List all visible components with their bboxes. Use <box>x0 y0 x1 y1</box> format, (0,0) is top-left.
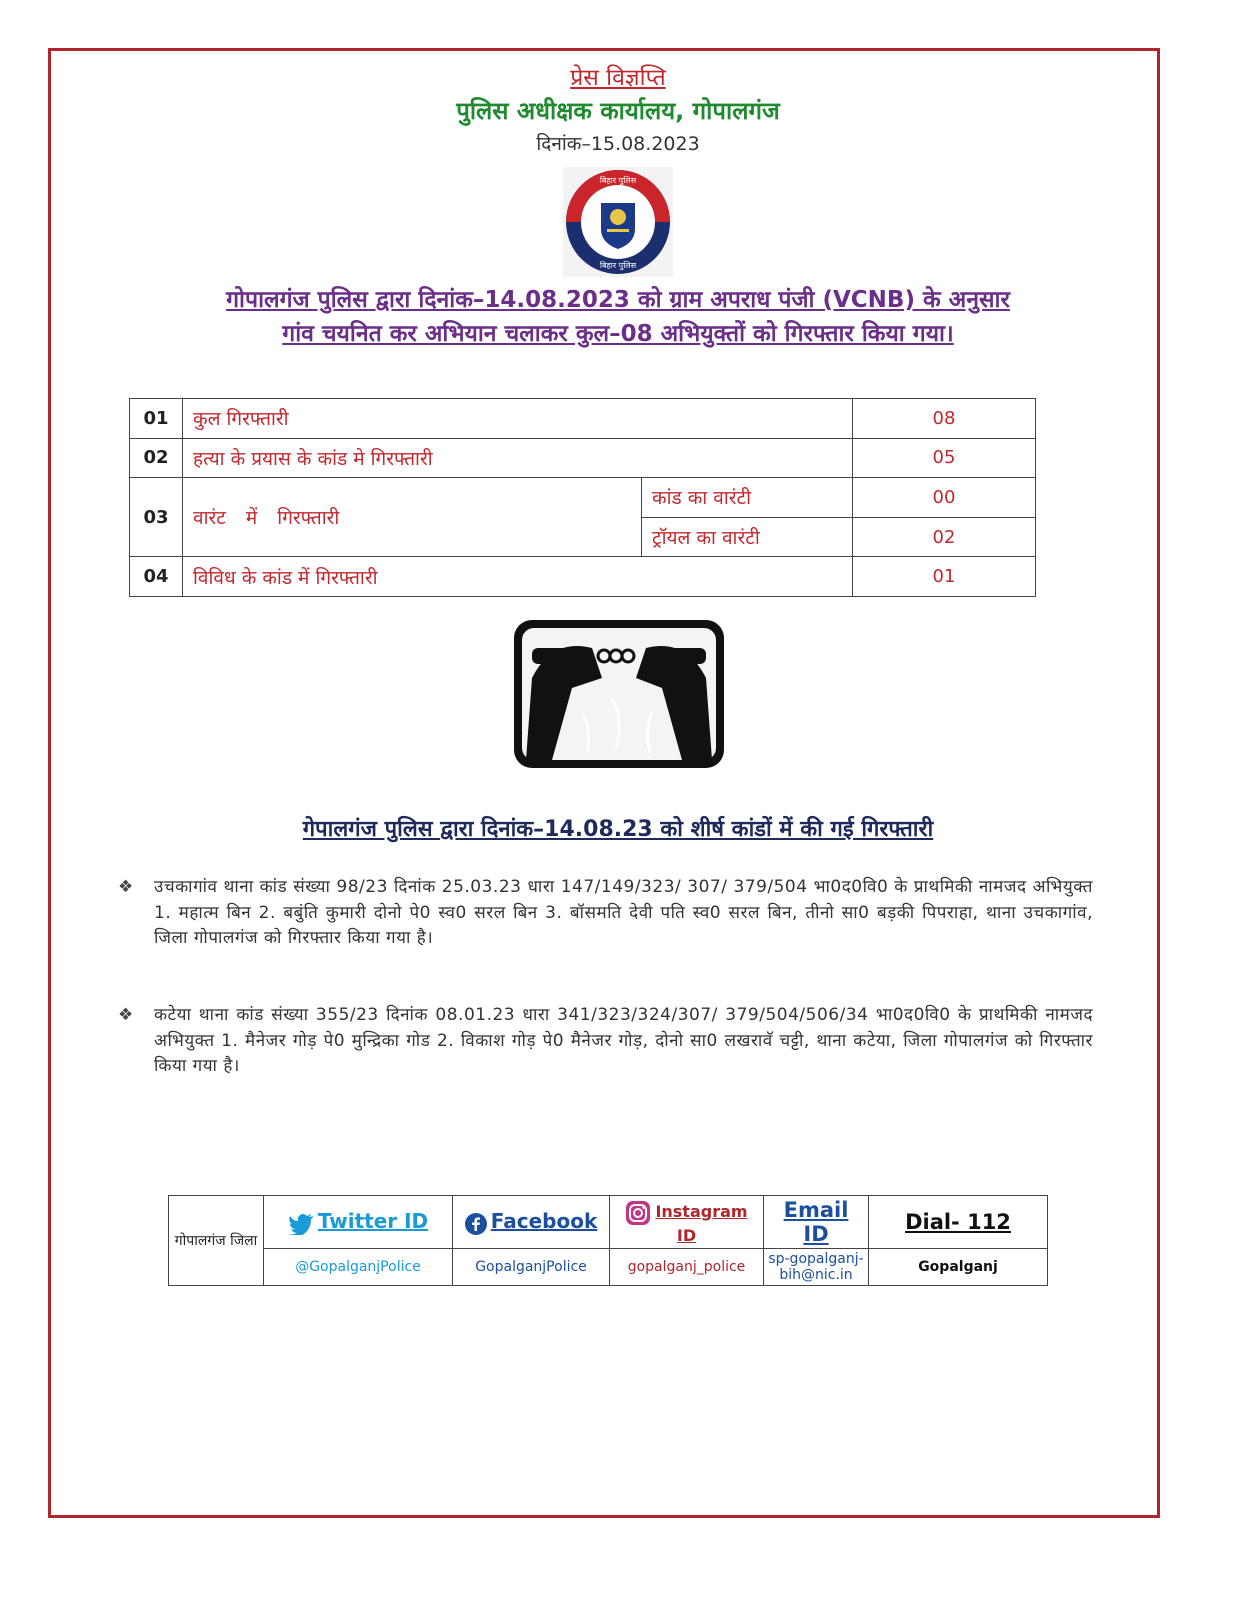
instagram-icon <box>625 1200 651 1226</box>
case-paragraph <box>118 1003 1093 1080</box>
sub-row-label: ट्रॉयल का वारंटी <box>642 517 853 557</box>
row-label: वारंट में गिरफ्तारी <box>183 478 642 557</box>
facebook-icon <box>465 1213 487 1235</box>
facebook-link[interactable] <box>453 1196 610 1249</box>
instagram-handle[interactable]: gopalganj_police <box>610 1249 764 1286</box>
diamond-bullet-icon: ❖ <box>118 877 134 897</box>
case-text: उचकागांव थाना कांड संख्या 98/23 दिनांक 25.03.23 धारा 147/149/323/ 307/ 379/504 भा0द0वि0 के प्राथमिकी नामजद अभियुक्त 1. महात्म बिन 2. बबुंति कुमारी दोनो पे0 स्व0 सरल बिन 3. बॉसमति देवी पति स्व0 सरल बिन, तीनो सा0 बड़की पिपराहा, थाना उचकागांव, जिला गोपालगंज को गिरफ्तार किया गया है। <box>154 877 1093 948</box>
logo-top-text: बिहार पुलिस <box>599 176 637 185</box>
dial-location: Gopalganj <box>869 1249 1048 1286</box>
twitter-label: Twitter ID <box>317 1209 429 1233</box>
row-number: 01 <box>130 399 183 439</box>
table-row <box>130 478 1036 518</box>
row-label: हत्या के प्रयास के कांड मे गिरफ्तारी <box>183 438 853 478</box>
case-paragraph <box>118 875 1093 952</box>
email-label: Email ID <box>783 1198 849 1246</box>
logo-bottom-text: बिहार पुलिस <box>599 261 637 270</box>
twitter-handle[interactable]: @GopalganjPolice <box>264 1249 453 1286</box>
facebook-handle[interactable]: GopalganjPolice <box>453 1249 610 1286</box>
table-row <box>130 438 1036 478</box>
diamond-bullet-icon: ❖ <box>118 1005 134 1025</box>
row-number: 02 <box>130 438 183 478</box>
email-link[interactable] <box>764 1196 869 1249</box>
row-label: विविध के कांड में गिरफ्तारी <box>183 557 853 597</box>
top-cases-heading: गेपालगंज पुलिस द्वारा दिनांक–14.08.23 को शीर्ष कांडों में की गई गिरफ्तारी <box>302 817 934 842</box>
instagram-label: Instagram ID <box>655 1201 748 1245</box>
sub-row-label: कांड का वारंटी <box>642 478 853 518</box>
twitter-link[interactable] <box>264 1196 453 1249</box>
twitter-bird-icon <box>288 1213 314 1235</box>
arrest-stats-table <box>129 398 1036 597</box>
table-row <box>130 399 1036 439</box>
contact-table <box>168 1195 1048 1286</box>
email-address[interactable]: sp-gopalganj-bih@nic.in <box>764 1249 869 1286</box>
row-number: 03 <box>130 478 183 557</box>
office-title: पुलिस अधीक्षक कार्यालय, गोपालगंज <box>456 97 780 125</box>
bihar-police-logo <box>563 167 673 277</box>
sub-row-value: 00 <box>853 478 1036 518</box>
sub-row-value: 02 <box>853 517 1036 557</box>
handcuffs-icon <box>512 618 726 770</box>
case-text: कटेया थाना कांड संख्या 355/23 दिनांक 08.01.23 धारा 341/323/324/307/ 379/504/506/34 भा0द0वि0 के प्राथमिकी नामजद अभियुक्त 1. मैनेजर गोड़ पे0 मुन्द्रिका गोड 2. विकाश गोड़ पे0 मैनेजर गोड़, दोनो सा0 लखरावॅ चट्टी, थाना कटेया, जिला गोपालगंज को गिरफ्तार किया गया है। <box>154 1005 1093 1076</box>
row-value: 01 <box>853 557 1036 597</box>
district-label: गोपालगंज जिला <box>169 1196 264 1286</box>
press-release-title: प्रेस विज्ञप्ति <box>570 65 666 91</box>
dial-link[interactable] <box>869 1196 1048 1249</box>
dial-label: Dial- 112 <box>905 1210 1011 1234</box>
table-row <box>130 557 1036 597</box>
row-label: कुल गिरफ्तारी <box>183 399 853 439</box>
row-value: 08 <box>853 399 1036 439</box>
headline-line-2: गांव चयनित कर अभियान चलाकर कुल–08 अभियुक्तों को गिरफ्तार किया गया। <box>282 321 954 347</box>
release-date: दिनांक–15.08.2023 <box>536 133 700 155</box>
instagram-link[interactable] <box>610 1196 764 1249</box>
facebook-label: Facebook <box>490 1209 598 1233</box>
headline-line-1: गोपालगंज पुलिस द्वारा दिनांक–14.08.2023 को ग्राम अपराध पंजी (VCNB) के अनुसार <box>226 287 1010 313</box>
row-value: 05 <box>853 438 1036 478</box>
row-number: 04 <box>130 557 183 597</box>
